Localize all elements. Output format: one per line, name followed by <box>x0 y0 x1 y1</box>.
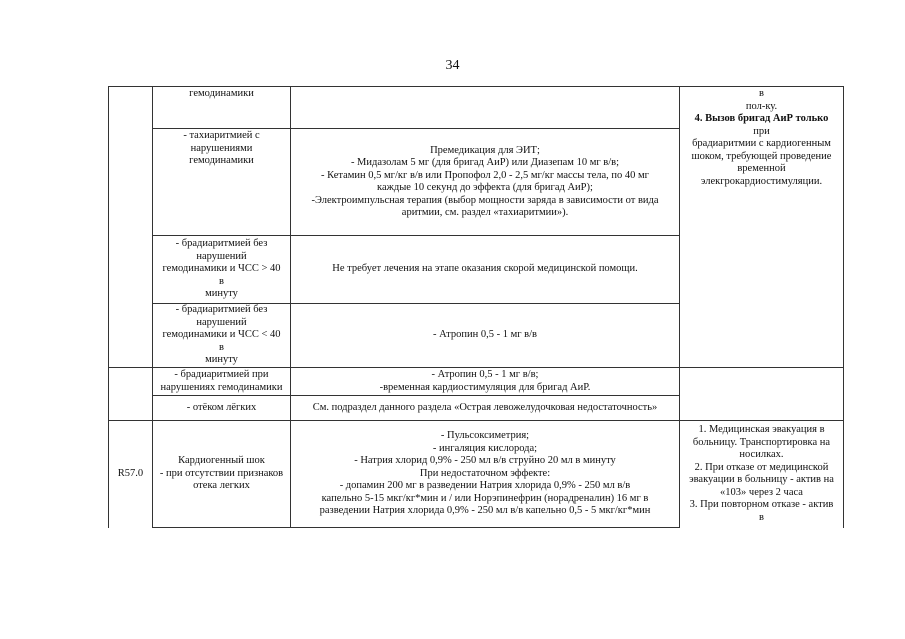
treatment-cell <box>291 396 679 420</box>
action-text-bold: 4. Вызов бригад АиР только <box>694 113 829 124</box>
condition-text: Кардиогенный шок - при отсутствии признаков отека легких <box>159 455 284 492</box>
treatment-cell <box>291 304 679 367</box>
treatment-text: См. подраздел данного раздела «Острая левожелудочковая недостаточность» <box>312 401 658 413</box>
diagnosis-code: R57.0 <box>117 467 144 479</box>
condition-cell <box>153 304 290 367</box>
condition-cell <box>153 396 290 420</box>
treatment-cell <box>291 368 679 395</box>
treatment-text: - Атропин 0,5 - 1 мг в/в; -временная кардиостимуляция для бригад АиР. <box>379 369 591 393</box>
condition-cell <box>153 236 290 303</box>
treatment-text: Не требует лечения на этапе оказания скорой медицинской помощи. <box>332 263 638 275</box>
clinical-protocol-table <box>108 86 844 528</box>
condition-text: - отёком лёгких <box>186 401 257 413</box>
diagnosis-code-cell <box>109 421 152 527</box>
condition-cell <box>153 421 290 527</box>
treatment-text: Премедикация для ЭИТ; - Мидазолам 5 мг (для бригад АиР) или Диазепам 10 мг в/в; - Кетамин 0,5 мг/кг в/в или Пропофол 2,0 - 2,5 мг/кг массы тела, по 40 мг каждые 10 секунд до эффекта (для бригад АиР); -Электроимпульсная терапия (выбор мощности заряда в зависимости от вида аритмии, см. раздел «тахиаритмии»). <box>311 144 659 218</box>
condition-text: - брадиаритмией без нарушений гемодинамики и ЧСС < 40 в минуту <box>162 304 281 366</box>
page-number: 34 <box>445 58 460 73</box>
treatment-text: - Пульсоксиметрия; - ингаляция кислорода; - Натрия хлорид 0,9% - 250 мл в/в струйно 20 мл в минуту При недостаточном эффекте: - допамин 200 мг в разведении Натрия хлорида 0,9% - 250 мл в/в капельно 5-15 мкг/кг*мин и / или Норэпинефрин (норадреналин) 16 мг в разведении Натрия хлорида 0,9% - 250 мл в/в капельно 0,5 - 5 мкг/кг*мин <box>319 430 651 517</box>
condition-text: - брадиаритмией при нарушениях гемодинамики <box>160 369 283 393</box>
treatment-cell <box>291 421 679 527</box>
condition-cell <box>153 368 290 395</box>
action-text: в пол-ку. <box>745 88 778 112</box>
column-divider <box>843 86 844 528</box>
table-top-border <box>108 86 844 87</box>
condition-cell <box>153 88 290 128</box>
action-text: при брадиаритмии с кардиогенным шоком, требующей проведение временной элекгрокардиостимуляции. <box>691 125 832 187</box>
action-cell <box>680 421 843 527</box>
condition-cell <box>153 130 290 235</box>
treatment-cell <box>291 129 679 235</box>
action-cell <box>680 88 843 367</box>
treatment-cell <box>291 236 679 303</box>
condition-text: гемодинамики <box>189 88 254 99</box>
treatment-text: - Атропин 0,5 - 1 мг в/в <box>432 329 538 341</box>
action-text: 1. Медицинская эвакуация в больницу. Транспортировка на носилках. 2. При отказе от медицинской эвакуации в больницу - актив на «103» через 2 часа 3. При повторном отказе - актив в <box>689 424 834 523</box>
condition-text: - брадиаритмией без нарушений гемодинамики и ЧСС > 40 в минуту <box>162 238 281 300</box>
table-bottom-border <box>152 527 679 528</box>
condition-text: - тахиаритмией с нарушениями гемодинамики <box>183 130 260 166</box>
